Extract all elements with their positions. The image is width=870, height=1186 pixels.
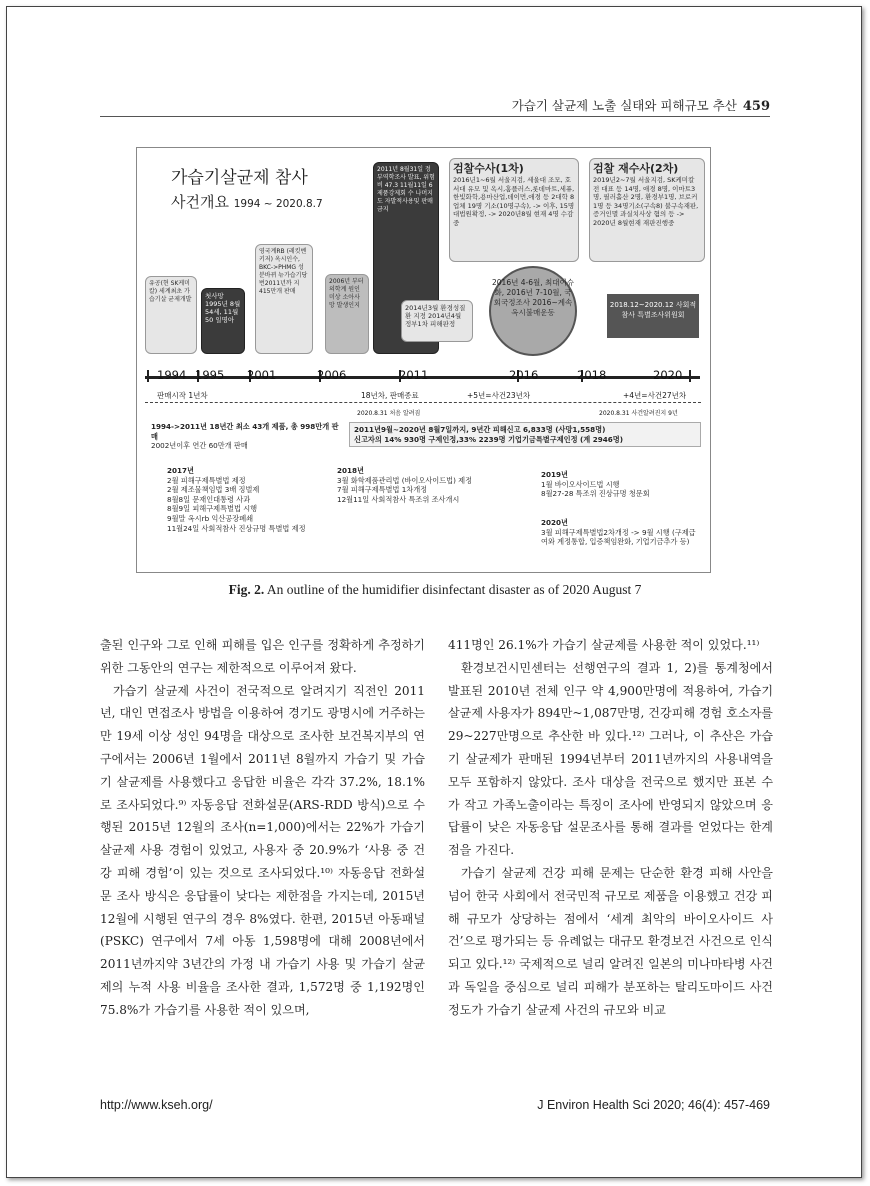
year-label: 2016 (509, 368, 539, 382)
timeline-note: 판매시작 1년차 (157, 391, 208, 400)
events-2018 (337, 466, 537, 504)
bullet: 7월 피해구제특별법 1차개정 (337, 485, 428, 495)
events-2019 (541, 470, 701, 499)
year-label: 1994 (157, 368, 187, 382)
header-rule (100, 116, 770, 117)
year-label: 2001 (247, 368, 277, 382)
timeline-note: 2020.8.31 처음 알려짐 (357, 410, 421, 417)
bullet: 8월8일 문재인대통령 사과 (167, 494, 251, 504)
bullet: 1994->2011년 18년간 최소 43개 제품, 총 998만개 판매 (151, 422, 339, 441)
bubble-2001: 영국계RB (레킷벤키저) 옥시인수, BKC->PHMG 성분바뀌 뉴가습기당 번2011년까 지 415만개 판매 (255, 244, 313, 354)
timeline-note: +4년=사건27년차 (623, 391, 687, 400)
timeline-tick (147, 370, 149, 382)
year-label: 2020 (653, 368, 683, 382)
timeline-note: 18년차, 판매종료 (361, 391, 419, 400)
paragraph: 출된 인구와 그로 인해 피해를 입은 인구를 정확하게 추정하기 위한 그동안의 연구는 제한적으로 이루어져 왔다. (100, 638, 425, 675)
page-number: 459 (742, 99, 770, 114)
figure-subtitle (171, 191, 323, 212)
events-2017 (167, 466, 337, 533)
year-heading: 2017년 (167, 466, 194, 475)
summary-right (349, 422, 701, 447)
footer-journal: J Environ Health Sci 2020; 46(4): 457-469 (537, 1098, 770, 1112)
year-label: 2011 (399, 368, 429, 382)
bullet: 3월 피해구제특별법2차개정 -> 9월 시행 (구제급여와 계정통합, 입증책임완화, 기업기금추가 등) (541, 527, 696, 547)
bullet: 2월 제조물책임법 3배 징벌제 (167, 485, 260, 495)
bubble-1994: 유공(현 SK케미칼) 세계최초 가습기살 균제개발 (145, 276, 197, 354)
bubble-2011: 2011년 8월31일 정부역학조사 발표, 위험비 47.3 11월11일 6제품강제회 수 나머지도 자발적사용및 판매금지 (373, 162, 439, 354)
timeline-divider (145, 402, 701, 403)
bubble-2006: 2006년 부터 의학계 원인미상 소아사망 발생인지 (325, 274, 369, 354)
bullet: 8월27-28 특조위 진상규명 청문회 (541, 489, 650, 499)
year-label: 2006 (317, 368, 347, 382)
figure-title: 가습기살균제 참사 (171, 168, 308, 188)
circle-2016: 2016년 4-6월, 최대이슈화, 2016년 7-10월, 국회국정조사 2016~계속 옥시불매운동 (489, 266, 577, 356)
bullet: 2002년이후 연간 60만개 판매 (151, 441, 248, 451)
bubble-1995: 첫사망 1995년 8월54세, 11월50 일명아 (201, 288, 245, 354)
footer-url[interactable]: http://www.kseh.org/ (100, 1098, 213, 1112)
investigation-1-body: 2016년1~6월 서울지검, 세울대 조모, 호서대 유모 및 옥시,홈플러스,롯데마트,세퓨,한빛화학,용마산업,데이먼,애경 등 2대학 8업체 19명 기소(10명구속), -> 이후, 15명대법원확정, -> 2020년8월 현재 4명 수감중 (453, 176, 575, 227)
year-heading: 2018년 (337, 466, 364, 475)
figure-period: 1994 ~ 2020.8.7 (233, 198, 323, 210)
arrow-2018-commission: 2018.12~2020.12 사회적참사 특별조사위원회 (607, 294, 699, 338)
bullet: 2월 피해구제특별법 제정 (167, 475, 246, 485)
investigation-2-body: 2019년2~7월 서울지검, SK케미칼 전 대표 등 14명, 애경 8명, 이마트3명, 필러홀산 2명, 환경부1명, 브로커1명 등 34명기소(구속8) 불구속재판, 증거인멸 과실치사상 혐의 등 -> 2020년 8월현재 재판진행중 (593, 176, 699, 227)
paragraph: 환경보건시민센터는 선행연구의 결과 1, 2)를 통계청에서 발표된 2010년 전체 인구 약 4,900만명에 적용하여, 가습기 살균제 사용자가 894만~1,087만명, 건강피해 경험 호소자를 29~227만명으로 추산한 바 있다.¹²⁾ 그러나, 이 추산은 가습기 살균제가 판매된 1994년부터 2011년까지의 사용내역을 모두 포함하지 않았다. 조사 대상을 전국으로 했지만 표본 수가 작고 가족노출이라는 특징이 조사에 반영되지 않았으며 응답률이 낮은 자동응답 설문조사를 통해 결과를 얻었다는 한계점을 가진다. (448, 660, 773, 858)
year-heading: 2020년 (541, 518, 568, 527)
bullet: 2011년9월~2020년 8월7일까지, 9년간 피해신고 6,833명 (사망1,558명) (354, 425, 606, 434)
bullet: 9월말 옥시rb 익산공장폐쇄 (167, 513, 254, 523)
investigation-2-heading: 검찰 재수사(2차) (593, 162, 679, 175)
year-label: 2018 (577, 368, 607, 382)
bullet: 신고자의 14% 930명 구제인정,33% 2239명 기업기금특별구제인정 (계 2946명) (354, 434, 623, 444)
year-heading: 2019년 (541, 470, 568, 479)
bullet: 11월24일 사회적참사 진상규명 특별법 제정 (167, 523, 306, 533)
running-head-title: 가습기 살균제 노출 실태와 피해규모 추산 (511, 98, 737, 113)
bullet: 3월 화학제품관리법 (바이오사이드법) 제정 (337, 475, 473, 485)
year-label: 1995 (195, 368, 225, 382)
figure-subtitle-text: 사건개요 (171, 193, 229, 211)
timeline-tick (689, 370, 691, 382)
paragraph: 가습기 살균제 사건이 전국적으로 알려지기 직전인 2011년, 대인 면접조사 방법을 이용하여 경기도 광명시에 거주하는 만 19세 이상 성인 94명을 대상으로 조사한 보건복지부의 연구에서는 2006년 1월에서 2011년 8월까지 가습기 및 가습기 살균제를 사용했다고 응답한 비율은 각각 37.2%, 18.1% 로 조사되었다.⁹⁾ 자동응답 전화설문(ARS-RDD 방식)으로 수행된 2015년 12월의 조사(n=1,000)에서는 22%가 가습기 살균제 사용 경험이 있었고, 사용자 중 20.9%가 ‘사용 중 건강 피해 경험’이 있는 것으로 조사되었다.¹⁰⁾ 자동응답 전화설문 조사 방식은 응답률이 낮다는 제한점을 가지는데, 2015년 12월에 시행된 연구의 경우 8%였다. 한편, 2015년 아동패널(PSKC) 연구에서 7세 아동 1,598명에 대해 2008년에서 2011년까지약 3년간의 가정 내 가습기 사용 및 가습기 살균제의 누적 사용 비율을 조사한 결과, 1,572명 중 1,192명인 75.8%가 가습기를 사용한 적이 있으며, (100, 683, 425, 1017)
figure-caption (100, 582, 770, 598)
bubble-investigation-1 (449, 158, 579, 262)
bubble-2014: 2014년3월 환경성질환 지정 2014년4월 정부1차 피해판정 (401, 300, 473, 342)
bubble-investigation-2 (589, 158, 705, 262)
paragraph: 가습기 살균제 건강 피해 문제는 단순한 환경 피해 사안을 넘어 한국 사회에서 전국민적 규모로 제품을 이용했고 건강 피해 규모가 상당하는 점에서 ‘세계 최악의 바이오사이드 사건’으로 평가되는 등 유례없는 대규모 환경보건 사건으로 인식되고 있다.¹²⁾ 국제적으로 널리 알려진 일본의 미나마타병 사건과 독일을 중심으로 널리 피해가 분포하는 탈리도마이드 사건 정도가 가습기 살균제 사건의 규모와 비교 (448, 865, 773, 1017)
bullet: 12월11일 사회적참사 특조위 조사개시 (337, 494, 460, 504)
bullet: 8월9일 피해구제특별법 시행 (167, 504, 258, 514)
right-column (448, 634, 773, 1022)
caption-label: Fig. 2. (228, 582, 265, 597)
figure-timeline (136, 147, 711, 573)
paragraph: 411명인 26.1%가 가습기 살균제를 사용한 적이 있었다.¹¹⁾ (448, 638, 760, 652)
timeline-note: +5년=사건23년차 (467, 391, 531, 400)
caption-text: An outline of the humidifier disinfectant disaster as of 2020 August 7 (264, 582, 642, 597)
timeline-note: 2020.8.31 사건알려진지 9년 (599, 410, 678, 417)
running-head (480, 96, 770, 114)
summary-left (151, 422, 341, 451)
bullet: 1월 바이오사이드법 시행 (541, 479, 620, 489)
events-2020 (541, 518, 701, 547)
investigation-1-heading: 검찰수사(1차) (453, 162, 524, 175)
left-column (100, 634, 425, 1022)
